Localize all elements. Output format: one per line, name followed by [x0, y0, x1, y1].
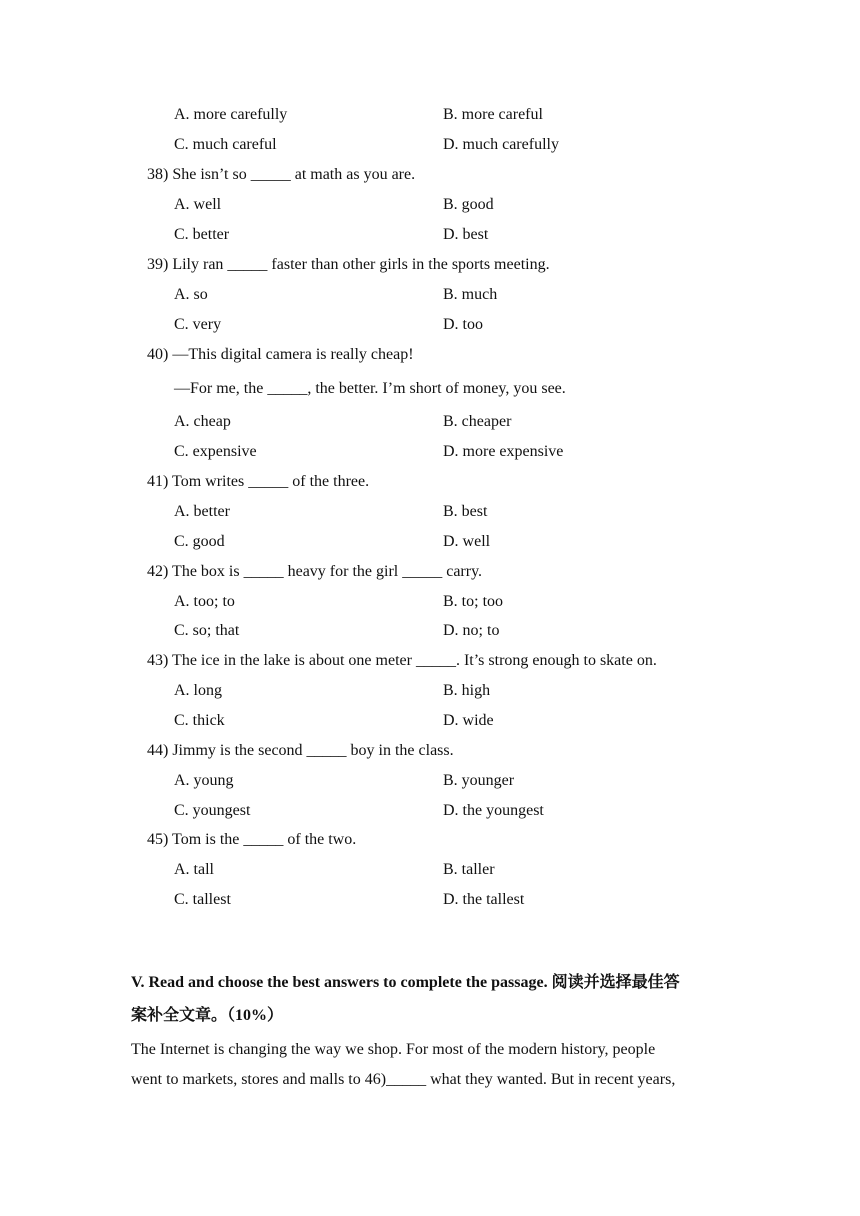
question-38-stem: 38) She isn’t so _____ at math as you are. — [147, 166, 416, 183]
q41-option-a: A. better — [174, 503, 230, 520]
q41-option-b: B. best — [443, 503, 488, 520]
section-5-heading: V. Read and choose the best answers to complete the passage. 阅读并选择最佳答 — [131, 974, 680, 991]
question-40-stem: 40) —This digital camera is really cheap! — [147, 346, 414, 363]
q41-option-c: C. good — [174, 533, 225, 550]
q40-option-a: A. cheap — [174, 413, 231, 430]
q41-option-d: D. well — [443, 533, 491, 550]
q42-option-b: B. to; too — [443, 593, 504, 610]
q38-option-b: B. good — [443, 196, 494, 213]
q45-option-d: D. the tallest — [443, 891, 525, 908]
q42-option-a: A. too; to — [174, 593, 235, 610]
q38-option-a: A. well — [174, 196, 222, 213]
question-43-stem: 43) The ice in the lake is about one meter _____. It’s strong enough to skate on. — [147, 652, 657, 669]
q43-option-c: C. thick — [174, 712, 225, 729]
q38-option-c: C. better — [174, 226, 230, 243]
q44-option-d: D. the youngest — [443, 802, 544, 819]
q40-option-b: B. cheaper — [443, 413, 512, 430]
q37-option-a: A. more carefully — [174, 106, 288, 123]
question-39-stem: 39) Lily ran _____ faster than other girls in the sports meeting. — [147, 256, 550, 273]
q39-option-d: D. too — [443, 316, 483, 333]
q42-option-c: C. so; that — [174, 622, 240, 639]
q44-option-a: A. young — [174, 772, 234, 789]
q37-option-b: B. more careful — [443, 106, 543, 123]
q42-option-d: D. no; to — [443, 622, 500, 639]
section-5-heading-cont: 案补全文章。（10%） — [131, 1007, 284, 1024]
passage-line-1: The Internet is changing the way we shop. For most of the modern history, people — [131, 1041, 656, 1058]
q39-option-c: C. very — [174, 316, 222, 333]
question-42-stem: 42) The box is _____ heavy for the girl _____ carry. — [147, 563, 483, 580]
question-45-stem: 45) Tom is the _____ of the two. — [147, 831, 357, 848]
q43-option-b: B. high — [443, 682, 491, 699]
question-44-stem: 44) Jimmy is the second _____ boy in the class. — [147, 742, 454, 759]
q39-option-a: A. so — [174, 286, 208, 303]
q45-option-a: A. tall — [174, 861, 214, 878]
question-41-stem: 41) Tom writes _____ of the three. — [147, 473, 370, 490]
q44-option-b: B. younger — [443, 772, 515, 789]
question-40-response: —For me, the _____, the better. I’m short of money, you see. — [174, 380, 566, 397]
q38-option-d: D. best — [443, 226, 489, 243]
q45-option-c: C. tallest — [174, 891, 231, 908]
q43-option-d: D. wide — [443, 712, 494, 729]
passage-line-2: went to markets, stores and malls to 46)_____ what they wanted. But in recent years, — [131, 1071, 676, 1088]
q37-option-c: C. much careful — [174, 136, 277, 153]
q40-option-c: C. expensive — [174, 443, 257, 460]
q39-option-b: B. much — [443, 286, 498, 303]
q37-option-d: D. much carefully — [443, 136, 559, 153]
q45-option-b: B. taller — [443, 861, 495, 878]
q43-option-a: A. long — [174, 682, 222, 699]
q40-option-d: D. more expensive — [443, 443, 564, 460]
q44-option-c: C. youngest — [174, 802, 251, 819]
